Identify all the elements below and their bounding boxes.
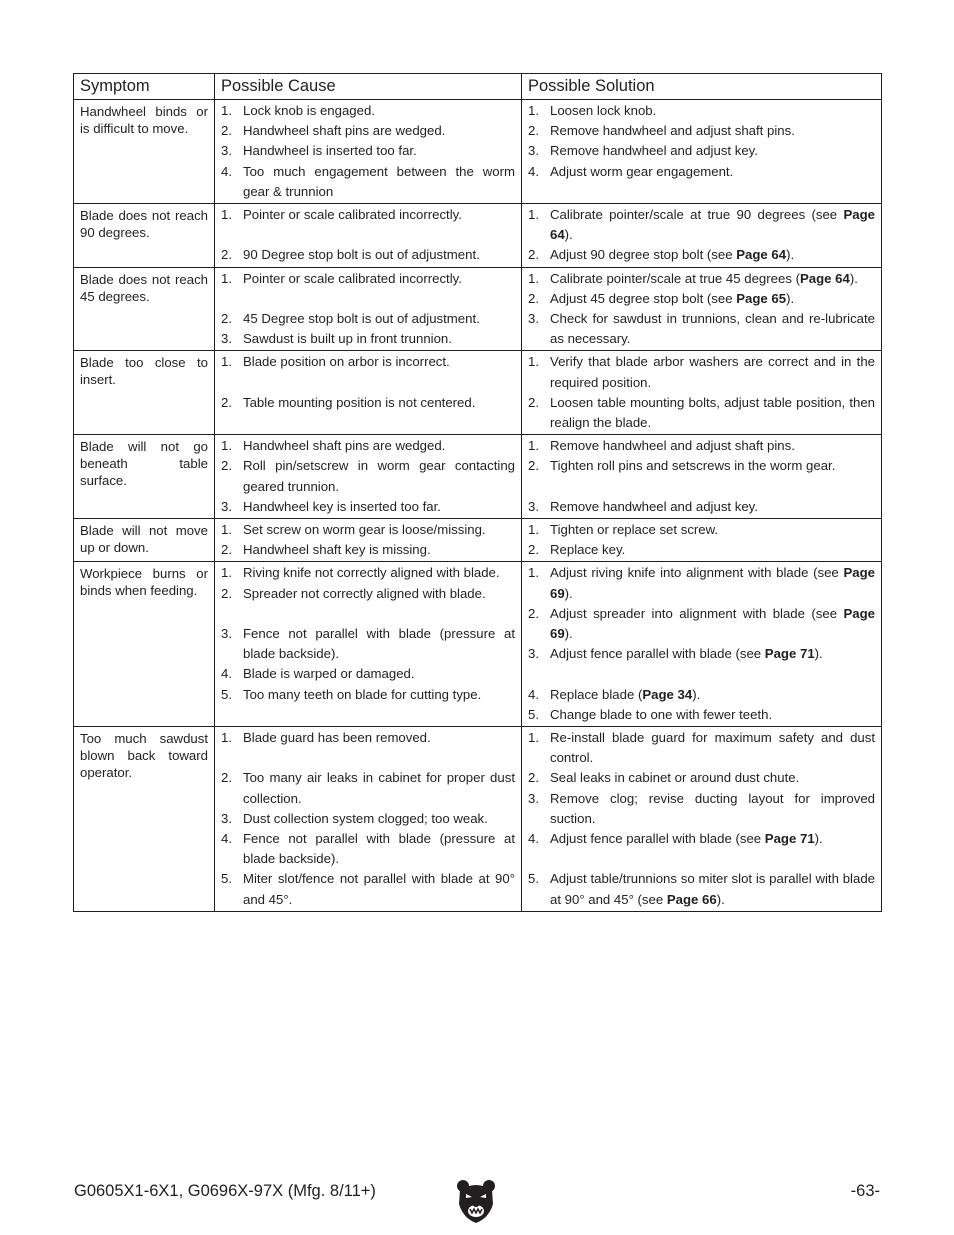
cause-cell — [215, 267, 522, 351]
item-text: Handwheel key is inserted too far. — [243, 498, 441, 514]
cause-cell — [215, 562, 522, 727]
list-item — [528, 768, 875, 788]
item-number: 4. — [528, 163, 539, 179]
cause-list — [221, 352, 515, 413]
cause-list — [221, 520, 515, 560]
list-item — [221, 664, 515, 684]
item-text: Calibrate pointer/scale at true 90 degrees (see — [550, 207, 844, 223]
model-footer: G0605X1-6X1, G0696X-97X (Mfg. 8/11+) — [74, 1182, 376, 1200]
item-number: 1. — [528, 103, 539, 118]
list-item — [528, 269, 875, 289]
item-number: 1. — [528, 438, 539, 454]
item-number: 2. — [221, 770, 232, 786]
item-text: Too many teeth on blade for cutting type. — [243, 686, 482, 702]
list-item — [528, 205, 875, 245]
item-number: 4. — [221, 831, 232, 847]
item-text: Adjust table/trunnions so miter slot is parallel with blade at 90° and 45° (see — [550, 871, 875, 907]
solution-cell — [522, 435, 882, 519]
page-reference: Page 69 — [550, 605, 875, 642]
item-text: Blade position on arbor is incorrect. — [243, 354, 450, 370]
item-text: Handwheel is inserted too far. — [243, 143, 417, 159]
solution-list — [528, 101, 875, 182]
item-text: Dust collection system clogged; too weak. — [243, 810, 488, 826]
list-item — [221, 869, 515, 909]
page-reference: Page 66 — [666, 891, 717, 907]
solution-list — [528, 269, 875, 350]
item-number: 2. — [528, 770, 539, 786]
list-item — [528, 456, 875, 476]
list-item — [528, 121, 875, 141]
cause-header: Possible Cause — [215, 74, 522, 100]
table-row — [74, 519, 882, 562]
list-item — [528, 352, 875, 392]
solution-cell — [522, 204, 882, 268]
cause-list — [221, 101, 515, 202]
item-number: 2. — [221, 458, 232, 474]
symptom-cell: Blade does not reach 45 degrees. — [74, 267, 215, 351]
table-row — [74, 204, 882, 268]
table-row — [74, 727, 882, 912]
item-text: Spreader not correctly aligned with blade. — [243, 585, 486, 601]
item-number: 2. — [221, 123, 232, 139]
item-number: 2. — [221, 247, 232, 263]
item-number: 4. — [528, 686, 539, 702]
item-text: Tighten or replace set screw. — [550, 522, 719, 538]
page-reference: Page 34 — [642, 686, 693, 702]
list-item — [221, 520, 515, 540]
item-text: Tighten roll pins and setscrews in the worm gear. — [550, 458, 836, 474]
symptom-header: Symptom — [74, 74, 215, 100]
item-text: Adjust fence parallel with blade (see — [550, 646, 765, 662]
page-reference: Page 65 — [736, 290, 787, 306]
list-item — [221, 540, 515, 560]
item-text: Pointer or scale calibrated incorrectly. — [243, 207, 462, 223]
item-number: 4. — [221, 163, 232, 179]
cause-list — [221, 205, 515, 266]
list-item — [221, 245, 515, 265]
cause-cell — [215, 519, 522, 562]
list-item — [528, 245, 875, 265]
item-number: 5. — [221, 871, 232, 887]
item-text: Lock knob is engaged. — [243, 103, 375, 118]
item-number: 1. — [221, 730, 232, 746]
solution-list — [528, 205, 875, 266]
page-reference: Page 64 — [799, 270, 850, 286]
list-item — [528, 309, 875, 349]
list-item — [221, 624, 515, 664]
item-text: Adjust fence parallel with blade (see — [550, 831, 765, 847]
list-item — [221, 584, 515, 604]
item-number: 5. — [528, 871, 539, 887]
table-row — [74, 267, 882, 351]
item-text-after: ). — [564, 626, 573, 642]
item-text: Remove clog; revise ducting layout for improved suction. — [550, 790, 875, 826]
list-item — [528, 289, 875, 309]
item-text-after: ). — [786, 247, 795, 263]
item-number: 3. — [221, 626, 232, 642]
item-number: 1. — [528, 565, 539, 581]
item-text-after: ). — [786, 290, 795, 306]
cause-cell — [215, 351, 522, 435]
item-text: Handwheel shaft key is missing. — [243, 542, 431, 558]
item-text: Loosen table mounting bolts, adjust table position, then realign the blade. — [550, 394, 875, 431]
list-item — [221, 685, 515, 705]
symptom-cell: Blade will not go beneath table surface. — [74, 435, 215, 519]
item-text: Riving knife not correctly aligned with blade. — [243, 565, 500, 581]
list-item — [528, 162, 875, 182]
list-item — [528, 520, 875, 540]
item-number: 2. — [221, 542, 232, 558]
page-reference: Page 64 — [550, 207, 875, 243]
item-text: Verify that blade arbor washers are correct and in the required position. — [550, 354, 875, 390]
cause-cell — [215, 204, 522, 268]
item-text: Sawdust is built up in front trunnion. — [243, 331, 452, 347]
list-item — [221, 809, 515, 829]
cause-cell — [215, 727, 522, 912]
item-number: 2. — [528, 123, 539, 139]
item-number: 1. — [528, 207, 539, 223]
symptom-cell: Blade too close to insert. — [74, 351, 215, 435]
list-item — [221, 728, 515, 748]
item-number: 2. — [528, 394, 539, 410]
list-item — [221, 101, 515, 121]
item-number: 3. — [528, 646, 539, 662]
solution-list — [528, 436, 875, 517]
table-row — [74, 562, 882, 727]
item-text: Adjust worm gear engagement. — [550, 163, 734, 179]
item-text: Replace key. — [550, 542, 626, 558]
item-number: 1. — [221, 565, 232, 581]
item-text: Fence not parallel with blade (pressure at blade backside). — [243, 626, 515, 662]
item-number: 1. — [221, 438, 232, 454]
item-text: Remove handwheel and adjust key. — [550, 498, 758, 514]
solution-list — [528, 520, 875, 560]
cause-list — [221, 728, 515, 910]
solution-list — [528, 728, 875, 910]
item-text: Adjust riving knife into alignment with blade (see — [550, 565, 844, 581]
item-text: 45 Degree stop bolt is out of adjustment. — [243, 311, 480, 327]
item-text: Re-install blade guard for maximum safety and dust control. — [550, 730, 875, 766]
item-text-after: ). — [814, 831, 823, 847]
list-item — [221, 162, 515, 202]
item-number: 3. — [221, 810, 232, 826]
solution-header: Possible Solution — [522, 74, 882, 100]
item-number: 5. — [528, 706, 539, 722]
item-text: Too much engagement between the worm gear & trunnion — [243, 163, 515, 199]
item-text: Remove handwheel and adjust shaft pins. — [550, 438, 795, 454]
bear-head-logo-icon — [456, 1178, 496, 1224]
table-body — [74, 100, 882, 912]
list-item — [221, 393, 515, 413]
cause-list — [221, 563, 515, 704]
list-item — [221, 121, 515, 141]
item-text: Adjust spreader into alignment with blade (see — [550, 605, 844, 621]
list-item — [528, 869, 875, 909]
item-text: Table mounting position is not centered. — [243, 394, 476, 410]
item-text: Handwheel shaft pins are wedged. — [243, 438, 446, 454]
item-text-after: ). — [692, 686, 701, 702]
list-item — [528, 540, 875, 560]
item-number: 3. — [221, 143, 232, 159]
list-item — [528, 393, 875, 433]
item-number: 2. — [528, 290, 539, 306]
item-number: 2. — [221, 585, 232, 601]
page-reference: Page 69 — [550, 565, 875, 601]
item-text-after: ). — [849, 270, 858, 286]
cause-cell — [215, 435, 522, 519]
cause-list — [221, 436, 515, 517]
item-text-after: ). — [564, 585, 573, 601]
list-item — [528, 497, 875, 517]
list-item — [221, 269, 515, 289]
item-number: 1. — [528, 354, 539, 370]
item-text: Handwheel shaft pins are wedged. — [243, 123, 446, 139]
solution-cell — [522, 519, 882, 562]
list-item — [528, 101, 875, 121]
item-number: 4. — [221, 666, 232, 682]
page-reference: Page 71 — [764, 646, 815, 662]
item-number: 3. — [221, 498, 232, 514]
page-number: -63- — [850, 1182, 880, 1200]
item-number: 5. — [221, 686, 232, 702]
item-text-after: ). — [564, 227, 573, 243]
item-text: Adjust 45 degree stop bolt (see — [550, 290, 737, 306]
item-text: Too many air leaks in cabinet for proper dust collection. — [243, 770, 515, 806]
item-text: Blade guard has been removed. — [243, 730, 431, 746]
cause-list — [221, 269, 515, 350]
item-number: 2. — [528, 542, 539, 558]
table-header-row — [74, 74, 882, 100]
table-row — [74, 100, 882, 204]
item-text: Adjust 90 degree stop bolt (see — [550, 247, 737, 263]
list-item — [528, 685, 875, 705]
solution-cell — [522, 351, 882, 435]
item-number: 2. — [528, 247, 539, 263]
item-number: 1. — [221, 354, 232, 370]
solution-cell — [522, 267, 882, 351]
list-item — [221, 329, 515, 349]
item-text: Remove handwheel and adjust shaft pins. — [550, 123, 795, 139]
item-number: 4. — [528, 831, 539, 847]
item-number: 1. — [528, 730, 539, 746]
cause-cell — [215, 100, 522, 204]
list-item — [528, 563, 875, 603]
list-item — [221, 141, 515, 161]
page-reference: Page 64 — [736, 247, 787, 263]
item-text: Change blade to one with fewer teeth. — [550, 706, 773, 722]
symptom-cell: Workpiece burns or binds when feeding. — [74, 562, 215, 727]
item-text: Blade is warped or damaged. — [243, 666, 415, 682]
item-number: 2. — [528, 605, 539, 621]
solution-list — [528, 563, 875, 725]
list-item — [528, 829, 875, 849]
list-item — [528, 789, 875, 829]
list-item — [221, 563, 515, 583]
solution-cell — [522, 100, 882, 204]
symptom-cell: Handwheel binds or is difficult to move. — [74, 100, 215, 204]
item-text: Loosen lock knob. — [550, 103, 657, 118]
item-text-after: ). — [814, 646, 823, 662]
page-reference: Page 71 — [764, 831, 815, 847]
table-row — [74, 435, 882, 519]
item-number: 3. — [528, 790, 539, 806]
item-number: 1. — [221, 522, 232, 538]
list-item — [221, 829, 515, 869]
item-number: 2. — [221, 394, 232, 410]
table-row — [74, 351, 882, 435]
item-text: Calibrate pointer/scale at true 45 degrees ( — [550, 270, 800, 286]
item-text: Fence not parallel with blade (pressure at blade backside). — [243, 831, 515, 867]
list-item — [221, 456, 515, 496]
item-number: 2. — [221, 311, 232, 327]
solution-list — [528, 352, 875, 433]
item-text: Check for sawdust in trunnions, clean and re-lubricate as necessary. — [550, 311, 875, 347]
list-item — [221, 205, 515, 225]
list-item — [221, 436, 515, 456]
solution-cell — [522, 562, 882, 727]
item-number: 3. — [528, 143, 539, 159]
list-item — [528, 705, 875, 725]
item-number: 3. — [221, 331, 232, 347]
item-number: 1. — [528, 522, 539, 538]
item-text: Remove handwheel and adjust key. — [550, 143, 758, 159]
item-text: Replace blade ( — [550, 686, 643, 702]
item-number: 1. — [221, 270, 232, 286]
list-item — [221, 352, 515, 372]
list-item — [528, 436, 875, 456]
troubleshooting-table — [73, 73, 882, 912]
solution-cell — [522, 727, 882, 912]
item-text: Miter slot/fence not parallel with blade at 90° and 45°. — [243, 871, 515, 907]
item-text: 90 Degree stop bolt is out of adjustment. — [243, 247, 480, 263]
item-text: Seal leaks in cabinet or around dust chute. — [550, 770, 800, 786]
list-item — [528, 141, 875, 161]
item-text: Roll pin/setscrew in worm gear contacting geared trunnion. — [243, 458, 515, 494]
item-number: 1. — [221, 103, 232, 118]
list-item — [528, 644, 875, 664]
item-number: 2. — [528, 458, 539, 474]
symptom-cell: Too much sawdust blown back toward operator. — [74, 727, 215, 912]
list-item — [528, 728, 875, 768]
item-number: 3. — [528, 311, 539, 327]
symptom-cell: Blade will not move up or down. — [74, 519, 215, 562]
item-text: Set screw on worm gear is loose/missing. — [243, 522, 486, 538]
list-item — [221, 497, 515, 517]
symptom-cell: Blade does not reach 90 degrees. — [74, 204, 215, 268]
list-item — [221, 768, 515, 808]
item-text-after: ). — [716, 891, 725, 907]
item-text: Pointer or scale calibrated incorrectly. — [243, 270, 462, 286]
item-number: 3. — [528, 498, 539, 514]
item-number: 1. — [221, 207, 232, 223]
list-item — [528, 604, 875, 644]
item-number: 1. — [528, 270, 539, 286]
list-item — [221, 309, 515, 329]
